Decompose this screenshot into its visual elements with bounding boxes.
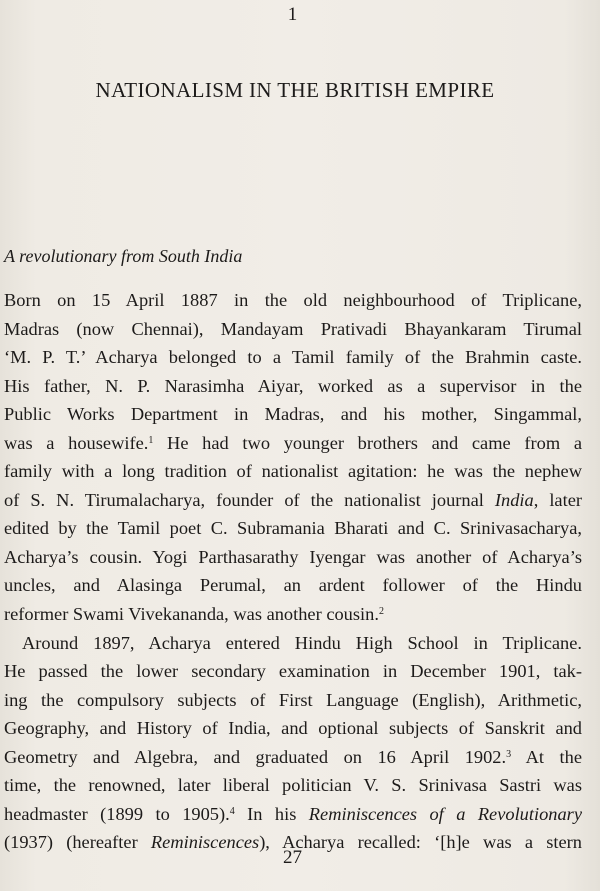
text-line: family with a long tradition of nationalist agitation: he was the nephew: [4, 461, 582, 482]
text-line: uncles, and Alasinga Perumal, an ardent follower of the Hindu: [4, 575, 582, 596]
journal-title: India: [494, 489, 534, 510]
text-line: time, the renowned, later liberal politician V. S. Srinivasa Sastri was: [4, 775, 582, 796]
text-span: ), Acharya recalled: ‘[h]e was a stern: [259, 832, 582, 853]
text-line: edited by the Tamil poet C. Subramania Bharati and C. Srinivasacharya,: [4, 518, 582, 539]
book-title: Reminiscences of a Revolutionary: [308, 803, 583, 824]
text-line: ‘M. P. T.’ Acharya belonged to a Tamil family of the Brahmin caste.: [4, 347, 582, 368]
text-span: reformer Swami Vivekananda, was another cousin.: [4, 604, 379, 625]
section-heading: A revolutionary from South India: [4, 246, 243, 266]
body-text: [4, 286, 582, 857]
footnote-marker: 3: [506, 748, 512, 760]
footnote-marker: 4: [229, 805, 235, 817]
text-span: In his: [234, 803, 309, 824]
text-line: His father, N. P. Narasimha Aiyar, worked as a supervisor in the: [4, 375, 582, 396]
text-line: [4, 429, 582, 458]
text-line: Madras (now Chennai), Mandayam Prativadi Bhayankaram Tirumal: [4, 318, 582, 339]
chapter-title: NATIONALISM IN THE BRITISH EMPIRE: [95, 78, 495, 102]
text-span: (1937) (hereafter: [4, 832, 151, 853]
text-line: [4, 600, 582, 629]
text-line: [4, 743, 582, 772]
text-span: He had two younger brothers and came from a: [153, 432, 582, 453]
text-line: Geography, and History of India, and optional subjects of Sanskrit and: [4, 718, 582, 739]
text-span: Geometry and Algebra, and graduated on 16 April 1902.: [4, 746, 507, 767]
text-span: At the: [511, 746, 582, 767]
text-line: [4, 800, 582, 829]
page-number: 27: [283, 847, 302, 868]
text-span: of S. N. Tirumalacharya, founder of the nationalist journal: [4, 489, 495, 510]
text-line: [4, 486, 582, 515]
text-line: Around 1897, Acharya entered Hindu High School in Triplicane.: [22, 632, 582, 653]
text-span: , later: [533, 489, 582, 510]
chapter-number: 1: [287, 4, 298, 25]
text-line: Born on 15 April 1887 in the old neighbourhood of Triplicane,: [4, 290, 582, 310]
text-line: Acharya’s cousin. Yogi Parthasarathy Iyengar was another of Acharya’s: [4, 546, 582, 567]
text-span: headmaster (1899 to 1905).: [4, 803, 230, 824]
footnote-marker: 1: [148, 434, 154, 446]
text-line: Public Works Department in Madras, and his mother, Singammal,: [4, 404, 582, 425]
text-line: ing the compulsory subjects of First Language (English), Arithmetic,: [4, 689, 582, 710]
footnote-marker: 2: [378, 606, 384, 618]
text-line: He passed the lower secondary examination in December 1901, tak-: [4, 661, 582, 682]
text-span: was a housewife.: [4, 432, 149, 453]
book-title-short: Reminiscences: [150, 832, 260, 853]
